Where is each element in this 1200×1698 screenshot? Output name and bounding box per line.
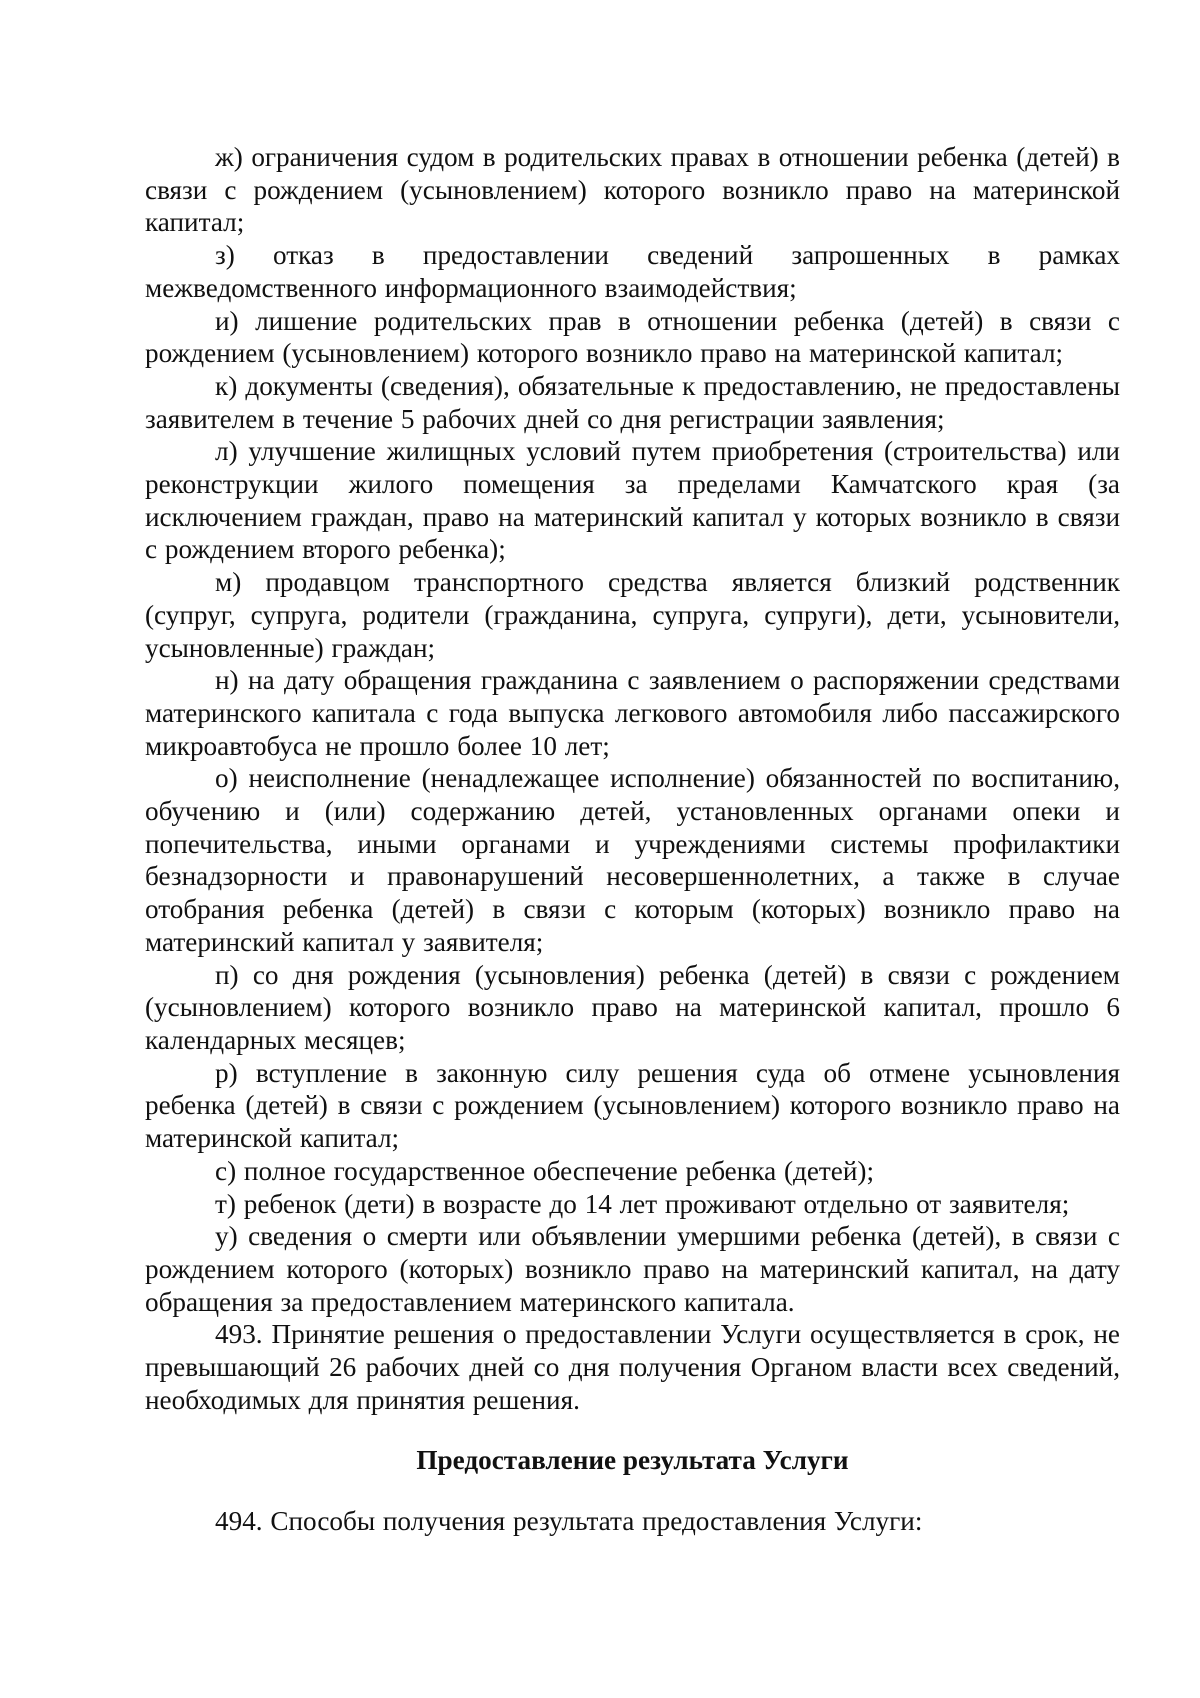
item-marker: р) [215,1057,238,1088]
paragraph-r [145,1057,1120,1155]
paragraph-k [145,370,1120,435]
item-marker: л) [215,436,238,467]
paragraph-z [145,239,1120,304]
paragraph-s [145,1155,1120,1188]
item-marker: и) [215,305,239,336]
item-text: полное государственное обеспечение ребенка (детей); [243,1155,875,1186]
item-marker: 494. [215,1506,263,1537]
paragraph-n [145,664,1120,762]
item-marker: т) [215,1188,236,1219]
paragraph-l [145,435,1120,566]
item-text: лишение родительских прав в отношении ребенка (детей) в связи с рождением (усыновлением) которого возникло право на материнской капитал; [145,305,1120,369]
item-marker: о) [215,763,238,794]
item-text: Принятие решения о предоставлении Услуги осуществляется в срок, не превышающий 26 рабочих дней со дня получения Органом власти всех сведений, необходимых для принятия решения. [145,1319,1120,1415]
item-text: документы (сведения), обязательные к предоставлению, не предоставлены заявителем в течение 5 рабочих дней со дня регистрации заявления; [145,370,1121,434]
document-page [145,141,1120,1538]
item-text: неисполнение (ненадлежащее исполнение) обязанностей по воспитанию, обучению и (или) содержанию детей, установленных органами опеки и попечительства, иными органами и учреждениями системы профилактики безнадзорности и правонарушений несовершеннолетних, а также в случае отобрания ребенка (детей) в связи с которым (которых) возникло право на материнский капитал у заявителя; [145,763,1120,957]
item-marker: м) [215,567,242,598]
paragraph-494 [145,1505,1120,1538]
item-text: отказ в предоставлении сведений запрошенных в рамках межведомственного информационного взаимодействия; [145,240,1120,303]
section-heading: Предоставление результата Услуги [416,1445,849,1476]
item-text: улучшение жилищных условий путем приобретения (строительства) или реконструкции жилого помещения за пределами Камчатского края (за исключением граждан, право на материнский капитал у которых возникло в связи с рождением второго ребенка); [145,436,1120,565]
paragraph-u [145,1220,1120,1318]
paragraph-o [145,762,1120,958]
paragraph-493 [145,1318,1120,1416]
item-marker: ж) [215,142,243,172]
item-text: продавцом транспортного средства является близкий родственник (супруг, супруга, родители (гражданина, супруга, супруги), дети, усыновители, усыновленные) граждан; [145,567,1120,663]
item-text: со дня рождения (усыновления) ребенка (детей) в связи с рождением (усыновлением) которого возникло право на материнской капитал, прошло 6 календарных месяцев; [145,959,1120,1055]
item-marker: 493. [215,1319,263,1350]
paragraph-m [145,566,1120,664]
item-text: ребенок (дети) в возрасте до 14 лет проживают отдельно от заявителя; [243,1188,1070,1219]
item-text: вступление в законную силу решения суда об отмене усыновления ребенка (детей) в связи с рождением (усыновлением) которого возникло право на материнской капитал; [145,1057,1120,1154]
item-text: сведения о смерти или объявлении умершими ребенка (детей), в связи с рождением которого (которых) возникло право на материнский капитал, на дату обращения за предоставлением материнского капитала. [145,1221,1120,1317]
item-marker: п) [215,959,239,990]
item-marker: с) [215,1155,237,1186]
paragraph-i [145,305,1120,370]
item-marker: з) [215,240,235,271]
item-marker: к) [215,370,238,401]
paragraph-p [145,959,1120,1057]
item-text: ограничения судом в родительских правах в отношении ребенка (детей) в связи с рождением (усыновлением) которого возникло право на материнской капитал; [145,142,1120,238]
item-text: Способы получения результата предоставления Услуги: [270,1506,923,1537]
item-marker: у) [215,1221,238,1252]
item-text: на дату обращения гражданина с заявлением о распоряжении средствами материнского капитала с года выпуска легкового автомобиля либо пассажирского микроавтобуса не прошло более 10 лет; [145,665,1121,761]
paragraph-t [145,1188,1120,1221]
item-marker: н) [215,665,239,696]
paragraph-zh [145,141,1120,239]
